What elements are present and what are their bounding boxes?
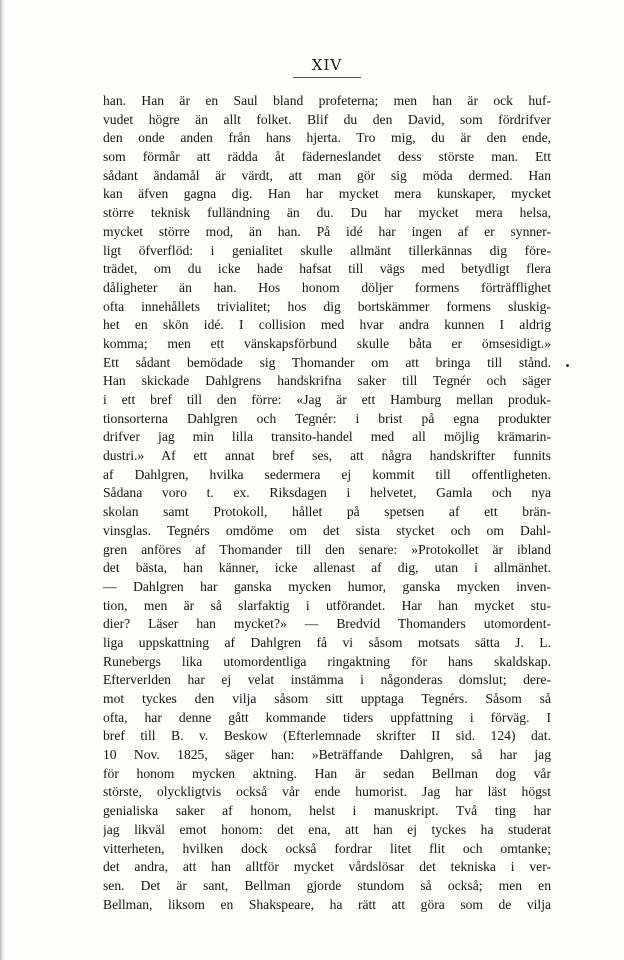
text-line: tionsorterna Dahlgren och Tegnér: i brist på egna produkter	[103, 410, 551, 426]
text-line: mot tyckes den vilja såsom sitt upptaga Tegnérs. Såsom så	[103, 691, 551, 706]
text-line: för honom mycken aktning. Han är sedan Bellman dog vår	[103, 765, 551, 781]
text-line: ofta innehållets trivialitet; hos dig bortskämmer formens sluskig-	[103, 298, 551, 314]
text-line: sen. Det är sant, Bellman gjorde stundom så också; men en	[103, 877, 551, 893]
text-line: dustri.» Af ett annat bref ses, att några handskrifter funnits	[103, 448, 551, 464]
text-line: af Dahlgren, hvilka sedermera ej kommit till offentligheten.	[103, 466, 551, 482]
text-line: störste, olyckligtvis också vår ende humorist. Jag har läst högst	[103, 784, 551, 800]
text-line: den onde anden från hans hjerta. Tro mig, du är den ende,	[103, 130, 551, 146]
text-line: vinsglas. Tegnérs omdöme om det sista stycket och om Dahl-	[103, 522, 551, 538]
text-line: vitterheten, hvilken dock också fordrar litet flit och omtanke;	[103, 840, 551, 856]
text-line: dåligheter än han. Hos honom döljer formens förträfflighet	[103, 279, 551, 295]
text-line: het en skön idé. I collision med hvar andra kunnen I aldrig	[103, 317, 551, 333]
page-number: XIV	[311, 56, 343, 74]
text-line: det bästa, han känner, icke allenast af dig, utan i allmänhet.	[103, 560, 551, 576]
text-line: Efterverlden har ej velat instämma i någonderas domslut; dere-	[103, 672, 551, 688]
text-line: drifver jag min lilla transito-handel med all möjlig krämarin-	[103, 429, 551, 445]
text-line: skolan samt Protokoll, hållet på spetsen af ett brän-	[103, 504, 551, 520]
text-line: Bellman, liksom en Shakspeare, ha rätt att göra som de vilja	[103, 896, 551, 912]
text-line: Sådana voro t. ex. Riksdagen i helvetet, Gamla och nya	[103, 485, 551, 501]
text-line: Runebergs lika utomordentliga ringaktning för hans skaldskap.	[103, 653, 551, 669]
text-line: ofta, har denne gått kommande tiders uppfattning i förväg. I	[103, 709, 551, 725]
text-line: bref till B. v. Beskow (Efterlemnade skrifter II sid. 124) dat.	[103, 728, 551, 744]
text-line: sådant ändamål är värdt, att man gör sig möda dermed. Han	[103, 167, 551, 183]
text-line: liga uppskattning af Dahlgren få vi såsom motsats sätta J. L.	[103, 634, 551, 650]
text-line: vudet högre än allt folket. Blif du den David, som fördrifver	[103, 111, 551, 127]
text-line: genialiska saker af honom, helst i manuskript. Två ting har	[103, 803, 551, 819]
text-line: 10 Nov. 1825, säger han: »Beträffande Dahlgren, så har jag	[103, 747, 551, 763]
text-line: Ett sådant bemödade sig Thomander om att bringa till stånd.	[103, 354, 551, 370]
header-rule	[293, 77, 361, 78]
text-line: ligt öfverflöd: i genialitet skulle allmänt tillerkännas dig före-	[103, 242, 551, 258]
body-text	[103, 92, 551, 914]
text-line: det andra, att han alltför mycket vårdslösar det tekniska i ver-	[103, 859, 551, 875]
page-binding-edge	[0, 0, 5, 960]
margin-speck	[566, 364, 569, 367]
text-line: mycket större mod, än han. På idé har ingen af er synner-	[103, 223, 551, 239]
text-line: komma; men ett vänskapsförbund skulle båta er ömsesidigt.»	[103, 335, 551, 351]
text-line: Han skickade Dahlgrens handskrifna saker till Tegnér och säger	[103, 373, 551, 389]
text-line: — Dahlgren har ganska mycken humor, ganska mycken inven-	[103, 578, 551, 594]
text-line: tion, men är så slarfaktig i utförandet. Har han mycket stu-	[103, 597, 551, 613]
text-line: han. Han är en Saul bland profeterna; men han är ock huf-	[103, 93, 551, 108]
text-line: gren anföres af Thomander till den senare: »Protokollet är ibland	[103, 541, 551, 557]
text-line: i ett bref till den förre: «Jag är ett Hamburg mellan produk-	[103, 392, 551, 407]
text-line: trädet, om du icke hade hafsat till vägs med betydligt flera	[103, 261, 551, 277]
text-line: jag likväl emot honom: det ena, att han ej tyckes ha studerat	[103, 821, 551, 837]
text-line: dier? Läser han mycket?» — Bredvid Thomanders utomordent-	[103, 616, 551, 632]
text-line: som förmår att rädda åt fäderneslandet dess störste man. Ett	[103, 149, 551, 165]
text-line: kan äfven gagna dig. Han har mycket mera kunskaper, mycket	[103, 186, 551, 202]
text-line: större teknisk fulländning än du. Du har mycket mera helsa,	[103, 205, 551, 221]
